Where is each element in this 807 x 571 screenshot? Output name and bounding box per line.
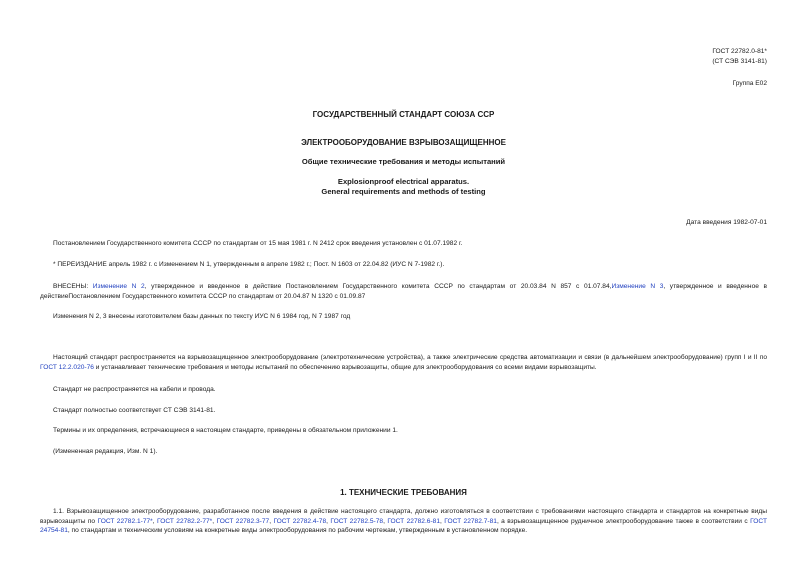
changes-note: Изменения N 2, 3 внесены изготовителем базы данных по тексту ИУС N 6 1984 год, N 7 1987 год: [53, 313, 351, 320]
reissue-note: * ПЕРЕИЗДАНИЕ апрель 1982 г. с Изменением N 1, утвержденным в апреле 1982 г.; Пост. N 1603 от 22.04.82 (ИУС N 7-1982 г.).: [53, 261, 445, 268]
gost-22782-7-link[interactable]: ГОСТ 22782.7-81: [444, 517, 497, 525]
not-cables-note: Стандарт не распространяется на кабели и провода.: [53, 386, 216, 393]
introduction-date: Дата введения 1982-07-01: [686, 219, 767, 226]
gost-number: ГОСТ 22782.0-81*: [712, 48, 767, 55]
gost-22782-5-link[interactable]: ГОСТ 22782.5-78: [330, 517, 384, 525]
scope-text-before: Настоящий стандарт распространяется на взрывозащищенное электрооборудование (электротехнические устройства), а также электрические средства автоматизации и связи (в дальнейшем электрооборудование) групп I и II по: [53, 354, 767, 361]
scope-paragraph: [40, 353, 767, 372]
gost-22782-3-link[interactable]: ГОСТ 22782.3-77: [216, 517, 270, 525]
section-1-1-paragraph: 1.1. Взрывозащищенное электрооборудование, разработанное после введения в действие настоящего стандарта, должно изготовляться в соответствии с требованиями настоящего стандарта и стандартов на конкретные виды взрывозащиты по ГОСТ 22782.1-77*, ГОСТ 22782.2-77*, ГОСТ 22782.3-77, ГОСТ 22782.4-78, ГОСТ 22782.5-78, ГОСТ 22782.6-81, ГОСТ 22782.7-81, а взрывозащищенное рудничное электрооборудование также в соответствии с ГОСТ 24754-81, по стандартам и техническим условиям на конкретные виды электрооборудования по рабочим чертежам, утвержденным в установленном порядке.: [40, 508, 767, 535]
conformity-note: Стандарт полностью соответствует СТ СЭВ 3141-81.: [53, 407, 216, 414]
introduced-prefix: ВНЕСЕНЫ:: [53, 283, 93, 290]
english-title-line-1: Explosionproof electrical apparatus.: [337, 177, 470, 186]
change-2-link[interactable]: Изменение N 2: [92, 283, 145, 290]
main-title: ЭЛЕКТРООБОРУДОВАНИЕ ВЗРЫВОЗАЩИЩЕННОЕ: [301, 138, 506, 147]
scope-text-after: и устанавливает технические требования и методы испытаний по обеспечению взрывозащиты, общие для электрооборудования со всеми видами взрывозащиты.: [93, 363, 597, 371]
introduced-suffix: , утвержденное и введенное в действиеПостановлением Государственного комитета СССР по стандартам от 20.04.87 N 1320 с 01.09.87: [40, 283, 768, 300]
gost-12-2-020-76-link[interactable]: ГОСТ 12.2.020-76: [40, 363, 94, 371]
st-sev-number: (СТ СЭВ 3141-81): [712, 58, 767, 65]
standard-title: ГОСУДАРСТВЕННЫЙ СТАНДАРТ СОЮЗА ССР: [312, 110, 495, 119]
gost-22782-6-link[interactable]: ГОСТ 22782.6-81: [387, 517, 440, 525]
section-1-1-end: , по стандартам и техническим условиям на конкретные виды электрооборудования по рабочим чертежам, утвержденным в установленном порядке.: [67, 527, 528, 535]
terms-note: Термины и их определения, встречающиеся в настоящем стандарте, приведены в обязательном приложении 1.: [53, 427, 398, 434]
change-3-link[interactable]: Изменение N 3: [611, 283, 664, 290]
section-1-heading: 1. ТЕХНИЧЕСКИЕ ТРЕБОВАНИЯ: [340, 488, 467, 497]
section-1-1-mid: , а взрывозащищенное рудничное электрооборудование также в соответствии с: [496, 517, 751, 525]
group-code: Группа Е02: [732, 80, 767, 87]
edition-note: (Измененная редакция, Изм. N 1).: [53, 448, 158, 455]
gost-22782-2-link[interactable]: ГОСТ 22782.2-77*: [157, 517, 213, 525]
sub-title: Общие технические требования и методы испытаний: [301, 157, 506, 166]
introduced-mid: , утвержденное и введенное в действие Постановлением Государственного комитета СССР по стандартам от 20.03.84 N 857 с 01.07.84,: [144, 283, 612, 290]
gost-24754-81-link[interactable]: ГОСТ 24754-81: [40, 517, 767, 535]
gost-22782-4-link[interactable]: ГОСТ 22782.4-78: [273, 517, 327, 525]
english-title-line-2: General requirements and methods of testing: [321, 187, 486, 196]
changes-introduced: [40, 282, 767, 301]
gost-22782-1-link[interactable]: ГОСТ 22782.1-77*: [97, 517, 153, 525]
section-1-1-start: 1.1. Взрывозащищенное электрооборудование, разработанное после введения в действие настоящего стандарта, должно изготовляться в соответствии с требованиями настоящего стандарта и стандартов на конкретные виды взрывозащиты по: [40, 508, 767, 525]
resolution-text: Постановлением Государственного комитета СССР по стандартам от 15 мая 1981 г. N 2412 срок введения установлен с 01.07.1982 г.: [53, 240, 463, 247]
